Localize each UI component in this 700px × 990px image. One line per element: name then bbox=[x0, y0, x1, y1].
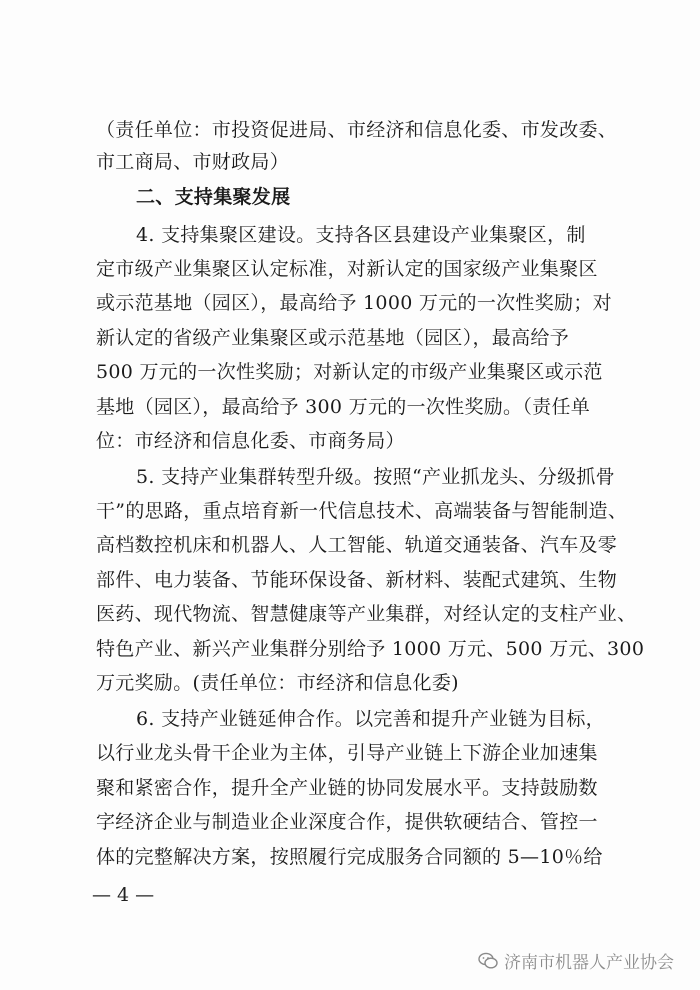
text-line: （责任单位：市投资促进局、市经济和信息化委、市发改委、 bbox=[96, 119, 618, 141]
text-line: 字经济企业与制造业企业深度合作，提供软硬结合、管控一 bbox=[96, 811, 598, 833]
text-line: 高档数控机床和机器人、人工智能、轨道交通装备、汽车及零 bbox=[96, 534, 618, 556]
text-line: 干”的思路，重点培育新一代信息技术、高端装备与智能制造、 bbox=[96, 500, 628, 522]
text-line: 500 万元的一次性奖励；对新认定的市级产业集聚区或示范 bbox=[96, 361, 603, 383]
text-line: 或示范基地（园区），最高给予 1000 万元的一次性奖励；对 bbox=[96, 292, 612, 314]
text-line: 以行业龙头骨干企业为主体，引导产业链上下游企业加速集 bbox=[96, 742, 598, 764]
text-line: 体的完整解决方案，按照履行完成服务合同额的 5—10％给 bbox=[96, 846, 603, 868]
watermark-text: 济南市机器人产业协会 bbox=[504, 953, 674, 973]
text-line: 特色产业、新兴产业集群分别给予 1000 万元、500 万元、300 bbox=[96, 638, 645, 660]
text-line: 6. 支持产业链延伸合作。以完善和提升产业链为目标， bbox=[136, 708, 605, 730]
text-line: 聚和紧密合作，提升全产业链的协同发展水平。支持鼓励数 bbox=[96, 777, 598, 799]
text-line: 基地（园区），最高给予 300 万元的一次性奖励。（责任单 bbox=[96, 396, 591, 418]
wechat-icon bbox=[478, 952, 498, 970]
text-line: 新认定的省级产业集聚区或示范基地（园区），最高给予 bbox=[96, 327, 570, 349]
section-heading: 二、支持集聚发展 bbox=[136, 186, 291, 208]
text-line: 4. 支持集聚区建设。支持各区县建设产业集聚区，制 bbox=[136, 224, 586, 246]
text-line: 5. 支持产业集群转型升级。按照“产业抓龙头、分级抓骨 bbox=[136, 466, 615, 488]
text-line: 万元奖励。(责任单位：市经济和信息化委) bbox=[96, 672, 459, 694]
page-number: — 4 — bbox=[92, 884, 155, 906]
watermark bbox=[478, 948, 674, 973]
text-line: 部件、电力装备、节能环保设备、新材料、装配式建筑、生物 bbox=[96, 569, 618, 591]
text-line: 医药、现代物流、智慧健康等产业集群，对经认定的支柱产业、 bbox=[96, 603, 637, 625]
text-line: 位：市经济和信息化委、市商务局） bbox=[96, 430, 405, 452]
text-line: 市工商局、市财政局） bbox=[96, 151, 290, 173]
text-line: 定市级产业集聚区认定标准，对新认定的国家级产业集聚区 bbox=[96, 258, 598, 280]
